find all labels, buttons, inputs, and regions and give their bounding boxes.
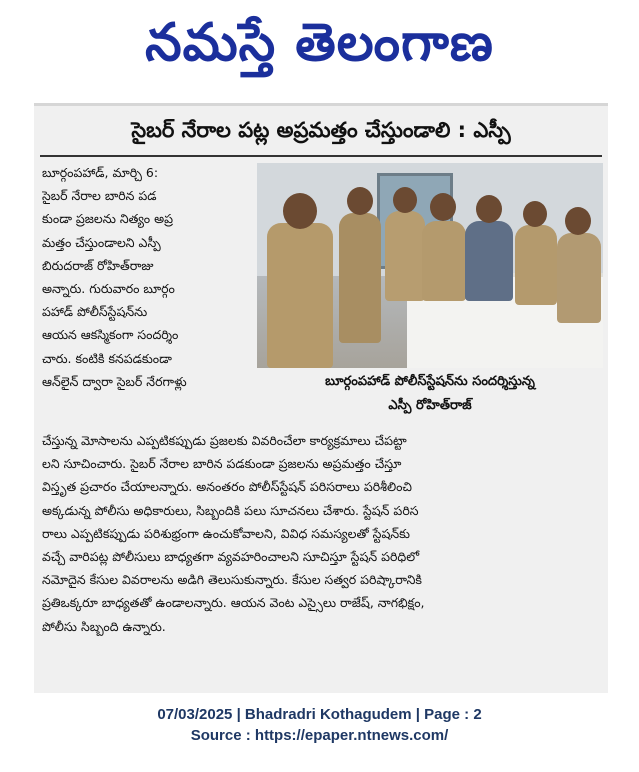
- photo-officer-head: [430, 193, 456, 221]
- photo-officer-head: [523, 201, 547, 227]
- masthead-logo: నమస్తే తెలంగాణ: [145, 13, 494, 73]
- photo-officer-head: [393, 187, 417, 213]
- photo-officer: [515, 225, 557, 305]
- body-line: ఆన్‌లైన్ ద్వారా సైబర్ నేరగాళ్లు: [42, 373, 187, 389]
- article-photo: [257, 163, 603, 368]
- photo-officer: [267, 223, 333, 368]
- body-line: అక్కడున్న పోలీసు అధికారులు, సిబ్బందికి పలు సూచనలు చేశారు. స్టేషన్ పరిస: [42, 502, 419, 518]
- body-line: ప్రతిఒక్కరూ బాధ్యతతో ఉండాలన్నారు. ఆయన వెంట ఎస్సైలు రాజేష్, నాగభిక్షం,: [42, 595, 425, 611]
- clip-top-divider: [34, 103, 608, 106]
- body-line: నమోదైన కేసుల వివరాలను అడిగి తెలుసుకున్నారు. కేసుల సత్వర పరిష్కారానికి: [42, 572, 422, 588]
- body-line: మత్తం చేస్తుండాలని ఎస్పీ: [42, 234, 161, 250]
- photo-person: [465, 221, 513, 301]
- photo-caption-line: ఎస్పీ రోహిత్‌రాజ్: [388, 398, 472, 413]
- body-line: సైబర్ నేరాల బారిన పడ: [42, 188, 157, 204]
- footer-source: Source : https://epaper.ntnews.com/: [190, 727, 449, 744]
- article-clipping: [34, 103, 608, 693]
- headline-underline: [40, 155, 602, 157]
- photo-person-head: [476, 195, 502, 223]
- body-line: బిరుదరాజ్ రోహిత్‌రాజు: [42, 257, 154, 273]
- body-line: చేస్తున్న మోసాలను ఎప్పటికప్పుడు ప్రజలకు వివరించేలా కార్యక్రమాలు చేపట్టా: [42, 433, 407, 448]
- photo-officer: [557, 233, 601, 323]
- article-headline: సైబర్ నేరాల పట్ల అప్రమత్తం చేస్తుండాలి : ఎస్పీ: [131, 118, 511, 142]
- body-line: బూర్గంపహాడ్, మార్చి 6:: [42, 165, 159, 180]
- photo-officer: [422, 221, 466, 301]
- photo-officer: [339, 213, 381, 343]
- body-line: అన్నారు. గురువారం బూర్గం: [42, 281, 175, 297]
- body-line: పహాడ్ పోలీస్‌స్టేషన్‌ను: [42, 304, 148, 320]
- photo-officer-head: [565, 207, 591, 235]
- body-line: చారు. కంటికి కనపడకుండా: [42, 350, 172, 366]
- article-wide-column: [42, 429, 602, 638]
- body-line: వచ్చే వారిపట్ల పోలీసులు బాధ్యతగా వ్యవహరించాలని సూచిస్తూ స్టేషన్ పరిధిలో: [42, 549, 420, 565]
- body-line: ఆయన ఆకస్మికంగా సందర్శిం: [42, 327, 179, 343]
- body-line: లని సూచించారు. సైబర్ నేరాల బారిన పడకుండా ప్రజలను అప్రమత్తం చేస్తూ: [42, 456, 402, 472]
- body-line: విస్తృత ప్రచారం చేయాలన్నారు. అనంతరం పోలీస్‌స్టేషన్ పరిసరాలు పరిశీలించి: [42, 479, 413, 495]
- photo-officer-head: [283, 193, 317, 229]
- photo-officer-head: [347, 187, 373, 215]
- photo-caption: [257, 370, 603, 422]
- newspaper-masthead: [0, 6, 639, 86]
- article-narrow-column: [42, 161, 250, 393]
- body-line: కుండా ప్రజలను నిత్యం అప్ర: [42, 211, 173, 227]
- page-footer: [0, 704, 639, 746]
- footer-date-edition: 07/03/2025 | Bhadradri Kothagudem | Page : 2: [157, 706, 482, 723]
- photo-caption-line: బూర్గంపహాడ్ పోలీస్‌స్టేషన్‌ను సందర్శిస్తున్న: [325, 374, 535, 389]
- body-line: పోలీసు సిబ్బంది ఉన్నారు.: [42, 618, 166, 634]
- body-line: రాలు ఎప్పటికప్పుడు పరిశుభ్రంగా ఉంచుకోవాలని, వివిధ సమస్యలతో స్టేషన్‌కు: [42, 525, 410, 541]
- photo-officer: [385, 211, 425, 301]
